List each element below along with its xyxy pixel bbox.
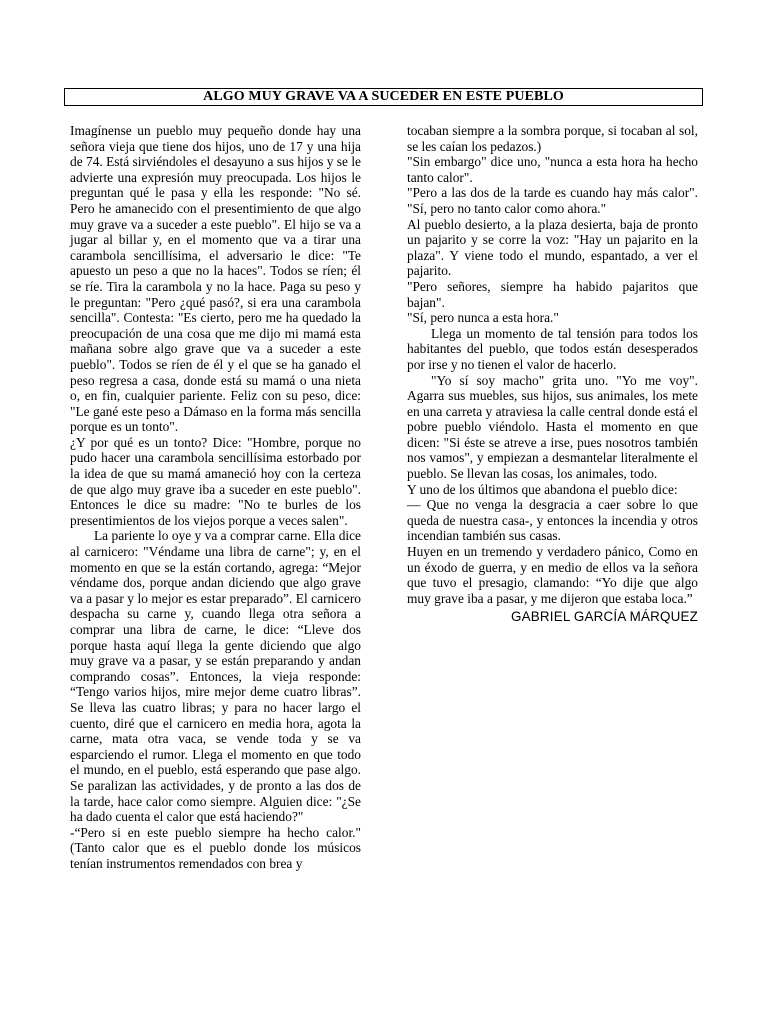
paragraph: — Que no venga la desgracia a caer sobre lo que queda de nuestra casa-, y entonces la incendia y otros incendian también sus casas. <box>407 497 698 544</box>
right-column <box>407 123 698 625</box>
left-column <box>70 123 361 872</box>
paragraph: Imagínense un pueblo muy pequeño donde hay una señora vieja que tiene dos hijos, uno de 17 y una hija de 74. Está sirviéndoles el desayuno a sus hijos y se le advierte una expresión muy preocupada. Los hijos le preguntan qué le pasa y ella les responde: "No sé. Pero he amanecido con el presentimiento de que algo muy grave va a suceder a este pueblo". El hijo se va a jugar al billar y, en el momento que va a tirar una carambola sencillísima, el adversario le dice: "Te apuesto un peso a que no la haces". Todos se ríen; él se ríe. Tira la carambola y no la hace. Paga su peso y le preguntan: "Pero ¿qué pasó?, si era una carambola sencilla". Contesta: "Es cierto, pero me ha quedado la preocupación de una cosa que me dijo mi mamá esta mañana sobre algo grave que va a suceder a este pueblo". Todos se ríen de él y el que se ha ganado el peso regresa a casa, donde está su mamá o una nieta o, en fin, cualquier pariente. Feliz con su peso, dice: "Le gané este peso a Dámaso en la forma más sencilla porque es un tonto". <box>70 123 361 435</box>
paragraph: "Pero señores, siempre ha habido pajaritos que bajan". <box>407 278 698 310</box>
story-title: ALGO MUY GRAVE VA A SUCEDER EN ESTE PUEBLO <box>64 88 703 106</box>
paragraph: "Pero a las dos de la tarde es cuando hay más calor". "Sí, pero no tanto calor como ahora." <box>407 185 698 216</box>
paragraph: -“Pero si en este pueblo siempre ha hecho calor." (Tanto calor que es el pueblo donde los músicos tenían instrumentos remendados con brea y <box>70 824 361 871</box>
paragraph: Y uno de los últimos que abandona el pueblo dice: <box>407 481 678 497</box>
paragraph: "Sin embargo" dice uno, "nunca a esta hora ha hecho tanto calor". <box>407 154 698 185</box>
paragraph: La pariente lo oye y va a comprar carne. Ella dice al carnicero: "Véndame una libra de carne"; y, en el momento en que se la están cortando, agrega: “Mejor véndame dos, porque andan diciendo que algo grave va a pasar y lo mejor es estar preparado”. El carnicero despacha su carne y, cuando llega otra señora a comprar una libra de carne, le dice: “Lleve dos porque hasta aquí llega la gente diciendo que algo muy grave va a pasar, y se están preparando y andan comprando cosas”. Entonces, la vieja responde: “Tengo varios hijos, mire mejor deme cuatro libras”. Se lleva las cuatro libras; y para no hacer largo el cuento, diré que el carnicero en media hora, agota la carne, mata otra vaca, se vende toda y se va esparciendo el rumor. Llega el momento en que todo el mundo, en el pueblo, está esperando que pase algo. Se paralizan las actividades, y de pronto a las dos de la tarde, hace calor como siempre. Alguien dice: "¿Se ha dado cuenta el calor que está haciendo?" <box>70 528 361 825</box>
paragraph: Al pueblo desierto, a la plaza desierta, baja de pronto un pajarito y se corre la voz: "Hay un pajarito en la plaza". Y viene todo el mundo, espantado, a ver el pajarito. <box>407 216 698 279</box>
author-signature: GABRIEL GARCÍA MÁRQUEZ <box>511 609 698 625</box>
paragraph: "Sí, pero nunca a esta hora." <box>407 310 559 326</box>
paragraph: Llega un momento de tal tensión para todos los habitantes del pueblo, que todos están desesperados por irse y no tienen el valor de hacerlo. <box>407 325 698 372</box>
paragraph: tocaban siempre a la sombra porque, si tocaban al sol, se les caían los pedazos.) <box>407 123 698 154</box>
paragraph: ¿Y por qué es un tonto? Dice: "Hombre, porque no pudo hacer una carambola sencillísima estorbado por la idea de que su mamá amaneció hoy con la certeza de que algo muy grave iba a suceder en este pueblo". Entonces le dice su madre: "No te burles de los presentimientos de los viejos porque a veces salen". <box>70 434 361 528</box>
paragraph: Huyen en un tremendo y verdadero pánico, Como en un éxodo de guerra, y en medio de ellos va la señora que tuvo el presagio, clamando: “Yo dije que algo muy grave iba a pasar, y me dijeron que estaba loca.” <box>407 544 698 606</box>
paragraph: "Yo sí soy macho" grita uno. "Yo me voy". Agarra sus muebles, sus hijos, sus animales, los mete en una carreta y atraviesa la calle central donde está el pobre pueblo viéndolo. Hasta el momento en que dicen: "Si éste se atreve a irse, pues nosotros también nos vamos", y empiezan a desmantelar literalmente el pueblo. Se llevan las cosas, los animales, todo. <box>407 372 698 482</box>
